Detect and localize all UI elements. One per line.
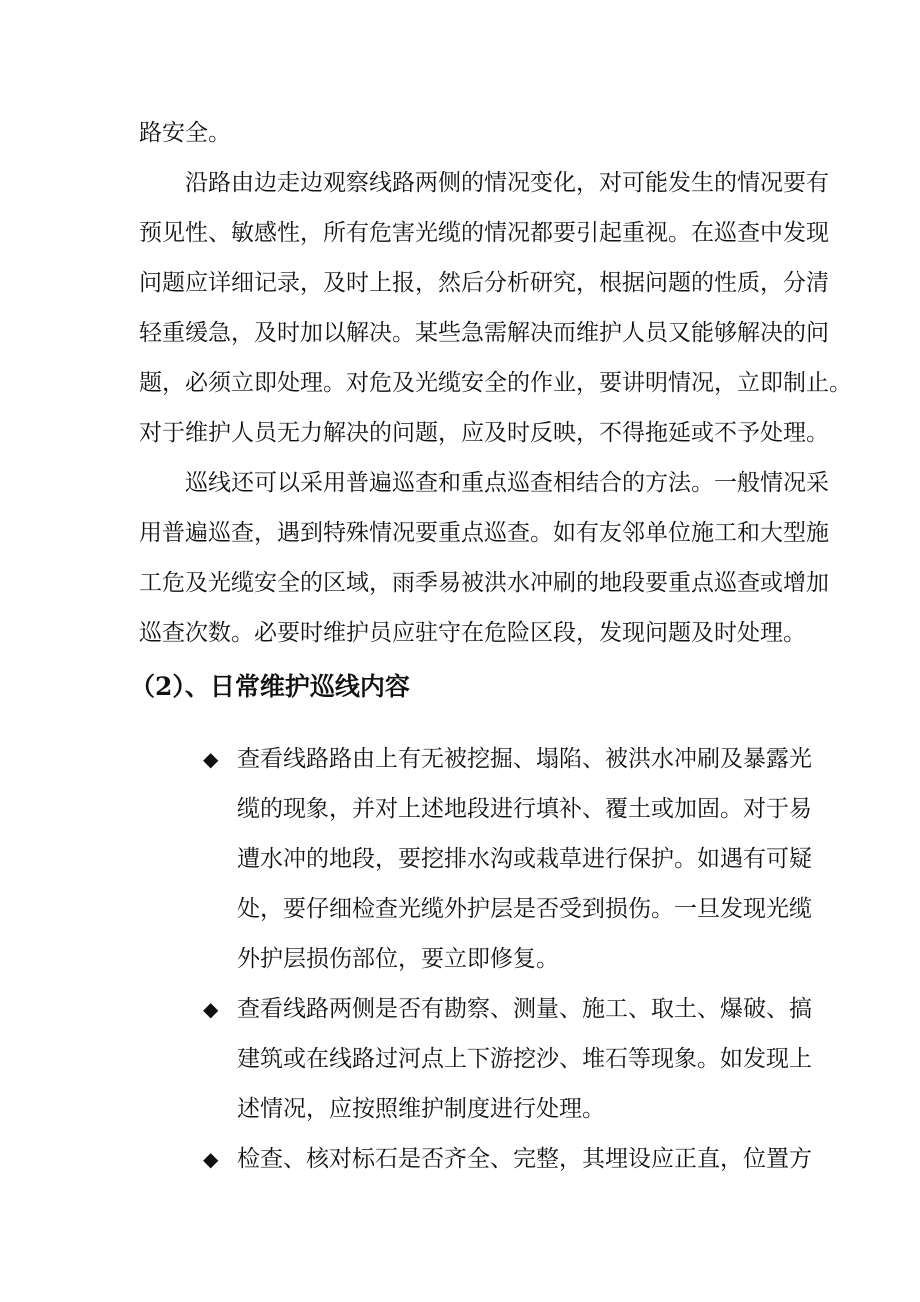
- bullet-3-line-1: 检查、核对标石是否齐全、完整，其埋设应正直，位置方: [237, 1146, 812, 1172]
- paragraph-2-line-3: 工危及光缆安全的区域，雨季易被洪水冲刷的地段要重点巡查或增加: [139, 570, 829, 596]
- bullet-2-line-2: 建筑或在线路过河点上下游挖沙、堆石等现象。如发现上: [237, 1046, 812, 1072]
- bullet-2-line-1: 查看线路两侧是否有勘察、测量、施工、取土、爆破、搞: [237, 996, 812, 1022]
- bullet-1-line-5: 外护层损伤部位，要立即修复。: [237, 946, 559, 972]
- paragraph-2-line-4: 巡查次数。必要时维护员应驻守在危险区段，发现问题及时处理。: [139, 620, 806, 646]
- section-heading: （2）、日常维护巡线内容: [130, 672, 410, 701]
- paragraph-1-line-5: 题，必须立即处理。对危及光缆安全的作业，要讲明情况，立即制止。: [139, 370, 852, 396]
- diamond-bullet-icon: ◆: [203, 1147, 219, 1171]
- paragraph-1-line-6: 对于维护人员无力解决的问题，应及时反映，不得拖延或不予处理。: [139, 420, 829, 446]
- bullet-2-line-3: 述情况，应按照维护制度进行处理。: [237, 1096, 605, 1122]
- diamond-bullet-icon: ◆: [203, 747, 219, 771]
- paragraph-2-line-1: 巡线还可以采用普遍巡查和重点巡查相结合的方法。一般情况采: [185, 470, 829, 496]
- bullet-1-line-4: 处，要仔细检查光缆外护层是否受到损伤。一旦发现光缆: [237, 896, 812, 922]
- bullet-1-line-3: 遭水冲的地段，要挖排水沟或栽草进行保护。如遇有可疑: [237, 846, 812, 872]
- bullet-1-line-1: 查看线路路由上有无被挖掘、塌陷、被洪水冲刷及暴露光: [237, 746, 812, 772]
- paragraph-1-line-4: 轻重缓急，及时加以解决。某些急需解决而维护人员又能够解决的问: [139, 320, 829, 346]
- paragraph-1-line-1: 沿路由边走边观察线路两侧的情况变化，对可能发生的情况要有: [185, 170, 829, 196]
- paragraph-1-line-2: 预见性、敏感性，所有危害光缆的情况都要引起重视。在巡查中发现: [139, 220, 829, 246]
- bullet-1-line-2: 缆的现象，并对上述地段进行填补、覆土或加固。对于易: [237, 796, 812, 822]
- opening-text-line: 路安全。: [139, 120, 231, 146]
- diamond-bullet-icon: ◆: [203, 997, 219, 1021]
- paragraph-2-line-2: 用普遍巡查，遇到特殊情况要重点巡查。如有友邻单位施工和大型施: [139, 520, 829, 546]
- paragraph-1-line-3: 问题应详细记录，及时上报，然后分析研究，根据问题的性质，分清: [139, 270, 829, 296]
